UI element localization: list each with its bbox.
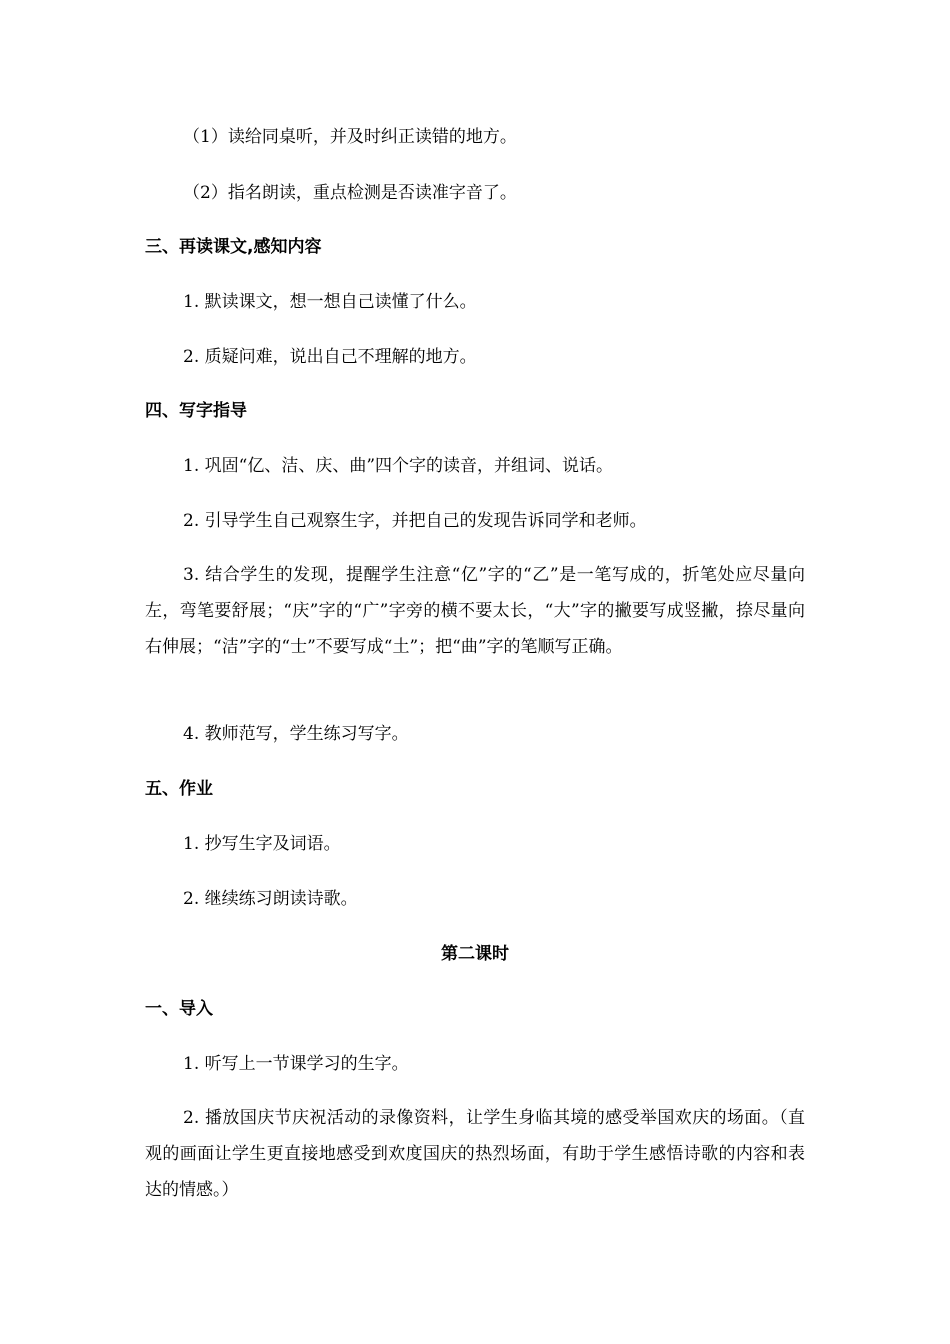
section-heading: 三、再读课文,感知内容 <box>145 237 322 257</box>
list-item: （2）指名朗读，重点检测是否读准字音了。 <box>183 183 517 203</box>
list-item: 1. 默读课文，想一想自己读懂了什么。 <box>183 292 477 312</box>
list-item: 2. 继续练习朗读诗歌。 <box>183 889 358 909</box>
list-item: 1. 抄写生字及词语。 <box>183 834 341 854</box>
list-item: 1. 巩固“亿、洁、庆、曲”四个字的读音，并组词、说话。 <box>183 456 614 476</box>
list-item: 2. 播放国庆节庆祝活动的录像资料，让学生身临其境的感受举国欢庆的场面。（直观的画面让学生更直接地感受到欢度国庆的热烈场面，有助于学生感悟诗歌的内容和表达的情感。） <box>145 1108 805 1200</box>
section-heading: 五、作业 <box>145 779 213 799</box>
list-item: 3. 结合学生的发现，提醒学生注意“亿”字的“乙”是一笔写成的，折笔处应尽量向左，弯笔要舒展；“庆”字的“广”字旁的横不要太长，“大”字的撇要写成竖撇，捺尽量向右伸展；“洁”字的“士”不要写成“土”；把“曲”字的笔顺写正确。 <box>145 565 805 657</box>
list-item: 1. 听写上一节课学习的生字。 <box>183 1054 409 1074</box>
list-item: （1）读给同桌听，并及时纠正读错的地方。 <box>183 127 517 147</box>
lesson-title: 第二课时 <box>441 944 509 964</box>
list-item: 4. 教师范写，学生练习写字。 <box>183 724 409 744</box>
section-heading: 四、写字指导 <box>145 401 247 421</box>
section-heading: 一、导入 <box>145 999 213 1019</box>
list-item: 2. 引导学生自己观察生字，并把自己的发现告诉同学和老师。 <box>183 511 647 531</box>
list-item: 2. 质疑问难，说出自己不理解的地方。 <box>183 347 477 367</box>
